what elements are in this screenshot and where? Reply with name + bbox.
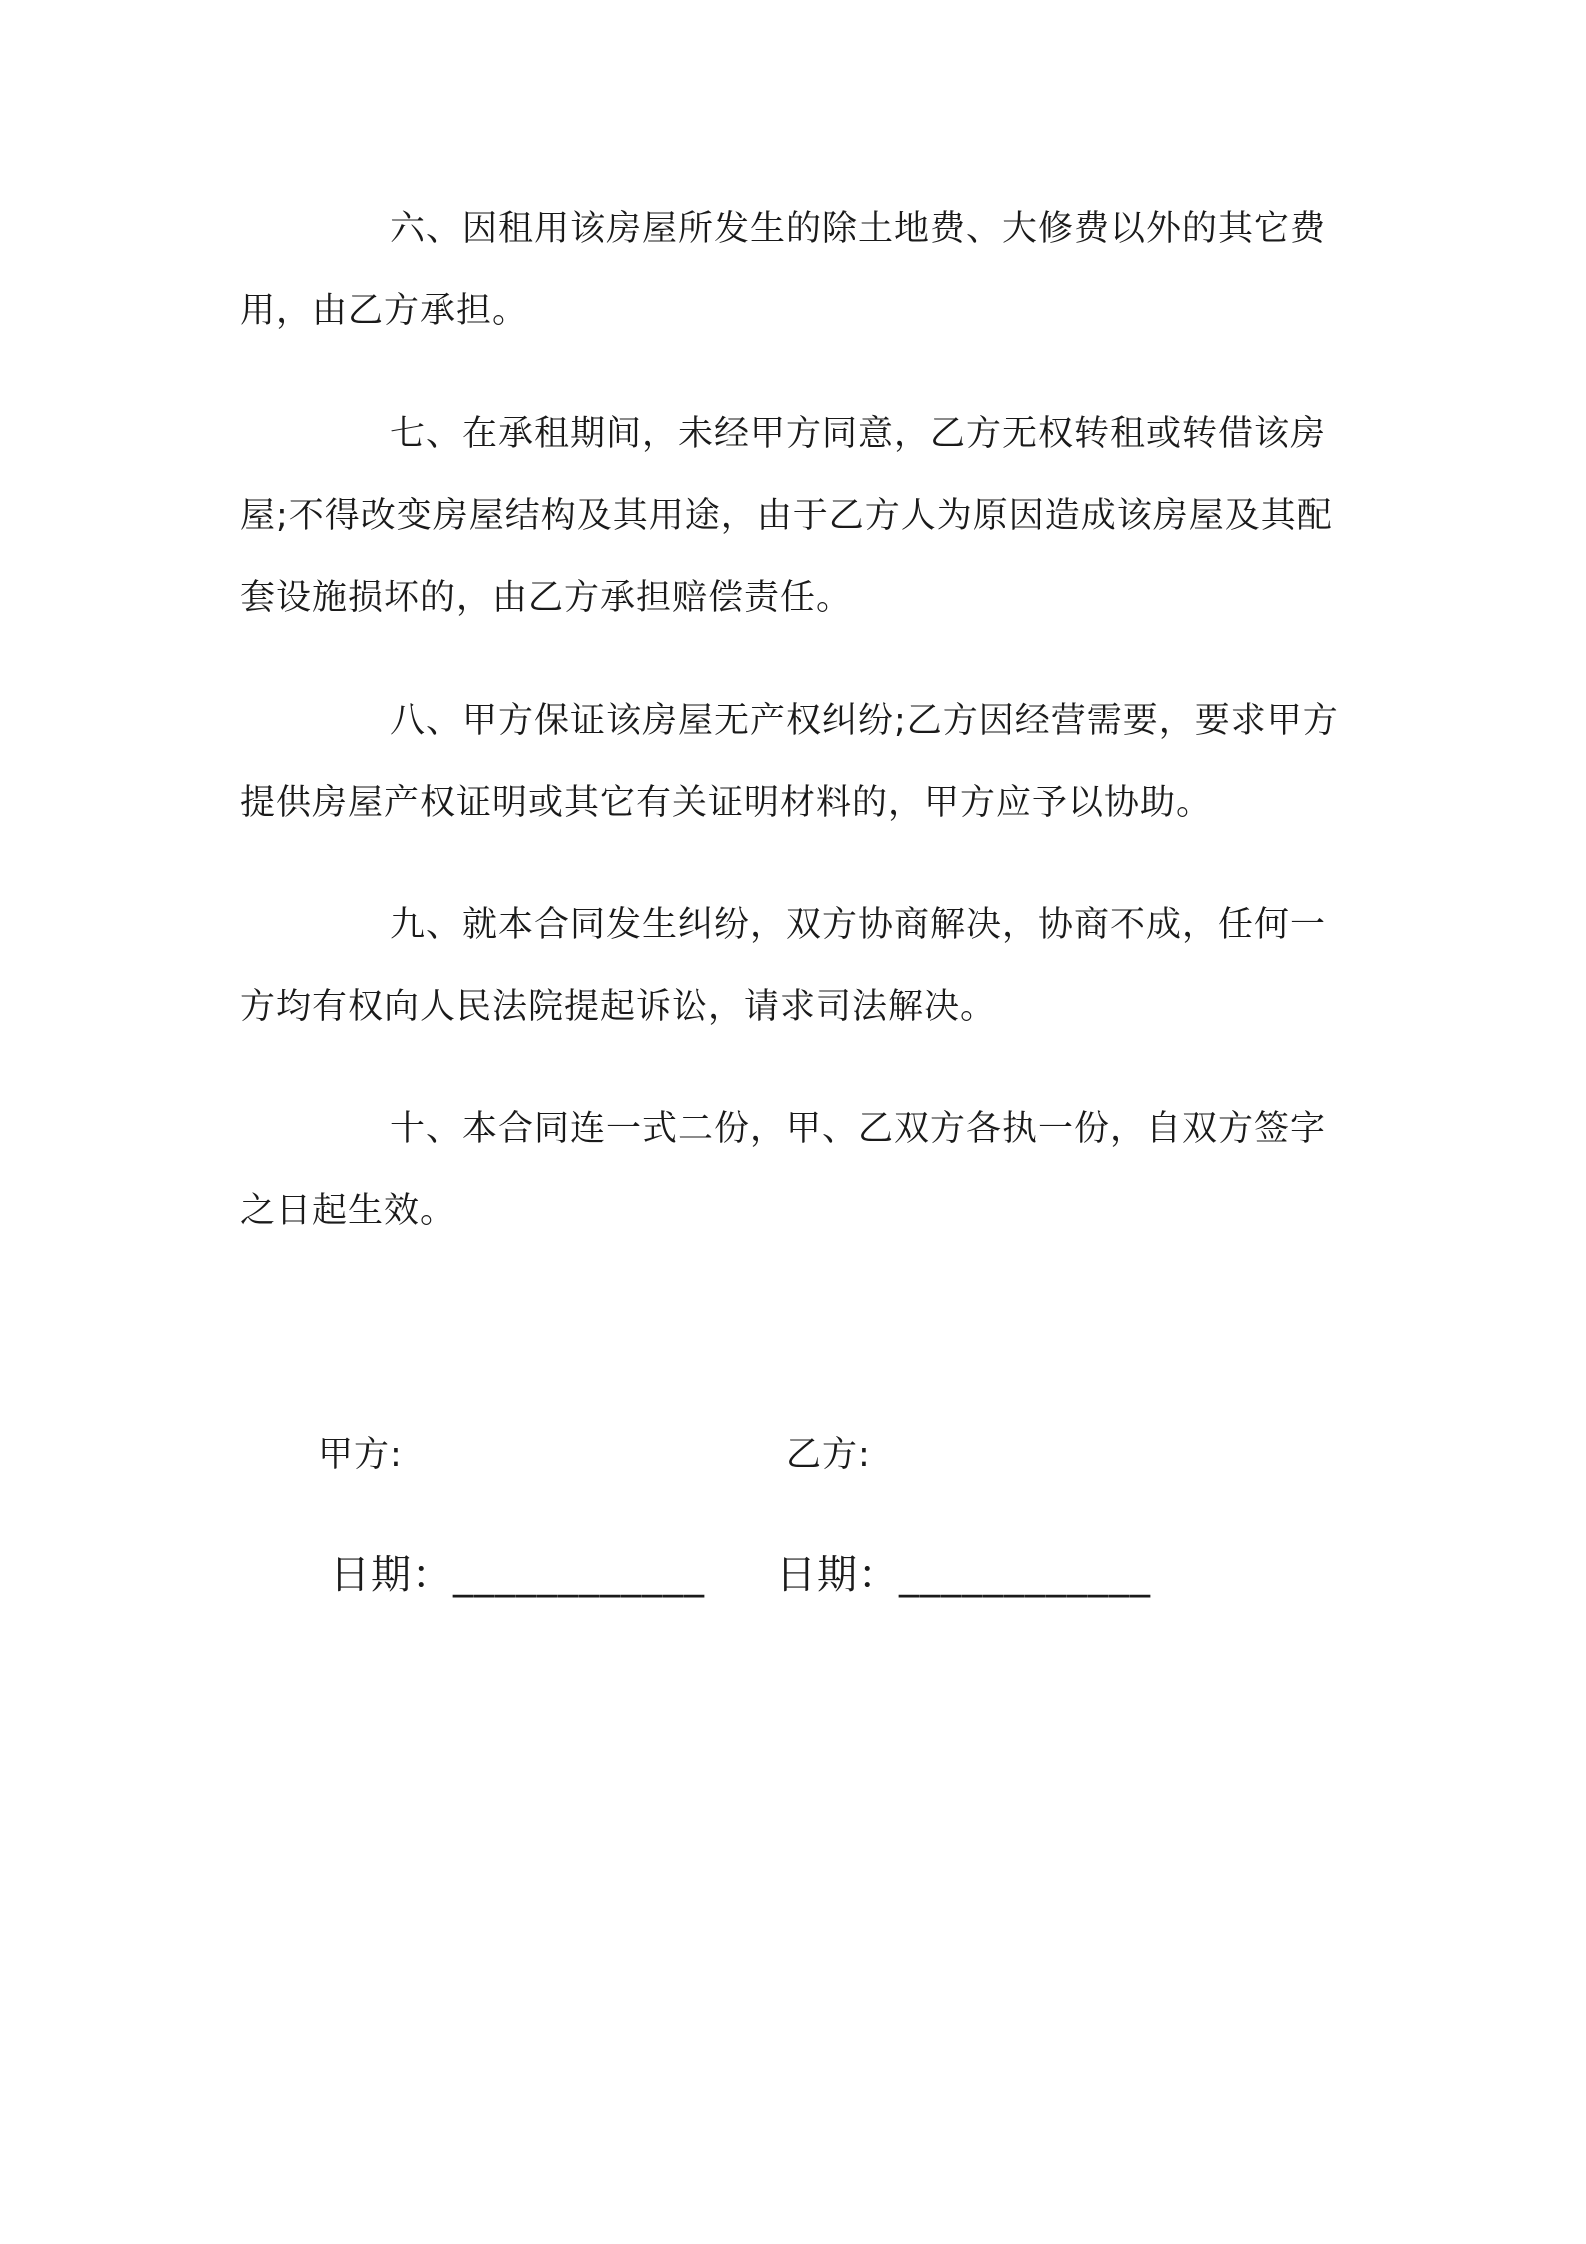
clause-seven: 七、在承租期间，未经甲方同意，乙方无权转租或转借该房屋;不得改变房屋结构及其用途，由于乙方人为原因造成该房屋及其配套设施损坏的，由乙方承担赔偿责任。	[240, 414, 1333, 618]
clause-nine: 九、就本合同发生纠纷，双方协商解决，协商不成，任何一方均有权向人民法院提起诉讼，请求司法解决。	[240, 905, 1327, 1027]
party-b-label: 乙方:	[786, 1435, 871, 1475]
party-a-label: 甲方:	[318, 1435, 403, 1475]
clause-ten: 十、本合同连一式二份，甲、乙双方各执一份，自双方签字之日起生效。	[240, 1109, 1327, 1231]
party-b-date-line: 日期：____________	[776, 1552, 1151, 1598]
clause-eight: 八、甲方保证该房屋无产权纠纷;乙方因经营需要，要求甲方提供房屋产权证明或其它有关证明材料的，甲方应予以协助。	[240, 701, 1339, 823]
party-a-date-line: 日期：____________	[330, 1552, 705, 1598]
clause-six: 六、因租用该房屋所发生的除土地费、大修费以外的其它费用，由乙方承担。	[240, 209, 1327, 331]
